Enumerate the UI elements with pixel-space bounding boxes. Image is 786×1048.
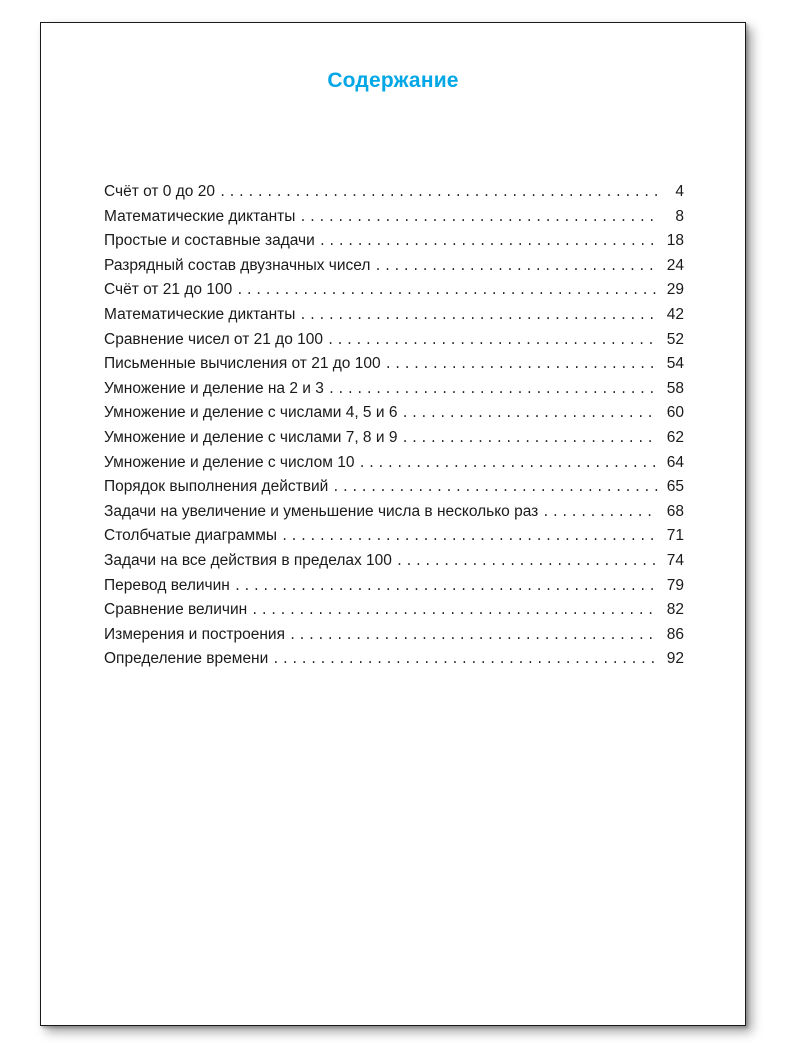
toc-entry[interactable] xyxy=(104,577,684,602)
toc-entry[interactable] xyxy=(104,257,684,282)
dot-leader xyxy=(272,652,658,666)
dot-leader xyxy=(374,259,658,273)
toc-entry-title: Умножение и деление с числами 7, 8 и 9 xyxy=(104,428,398,446)
toc-entry[interactable] xyxy=(104,331,684,356)
toc-entry-page: 82 xyxy=(666,601,684,619)
toc-entry-title: Умножение и деление с числами 4, 5 и 6 xyxy=(104,404,398,422)
toc-entry[interactable] xyxy=(104,429,684,454)
toc-entry-page: 8 xyxy=(675,207,684,225)
toc-entry[interactable] xyxy=(104,306,684,331)
toc-entry[interactable] xyxy=(104,355,684,380)
toc-entry-page: 29 xyxy=(666,281,684,299)
toc-entry-page: 71 xyxy=(666,527,684,545)
table-of-contents xyxy=(104,183,684,675)
toc-entry-title: Порядок выполнения действий xyxy=(104,478,329,496)
dot-leader xyxy=(401,431,658,445)
dot-leader xyxy=(396,554,658,568)
dot-leader xyxy=(328,382,658,396)
toc-entry[interactable] xyxy=(104,650,684,675)
toc-entry-page: 42 xyxy=(666,305,684,323)
dot-leader xyxy=(327,333,658,347)
toc-entry-title: Перевод величин xyxy=(104,576,230,594)
toc-entry-page: 74 xyxy=(666,551,684,569)
toc-entry-page: 79 xyxy=(666,576,684,594)
toc-entry[interactable] xyxy=(104,183,684,208)
dot-leader xyxy=(219,185,658,199)
toc-entry-title: Задачи на все действия в пределах 100 xyxy=(104,551,392,569)
toc-entry-title: Умножение и деление с числом 10 xyxy=(104,453,355,471)
page-title: Содержание xyxy=(327,69,459,92)
dot-leader xyxy=(358,456,658,470)
dot-leader xyxy=(319,234,658,248)
toc-entry-title: Сравнение чисел от 21 до 100 xyxy=(104,330,323,348)
dot-leader xyxy=(281,529,658,543)
dot-leader xyxy=(332,480,658,494)
toc-entry[interactable] xyxy=(104,404,684,429)
toc-entry[interactable] xyxy=(104,380,684,405)
toc-entry-title: Разрядный состав двузначных чисел xyxy=(104,256,371,274)
toc-entry[interactable] xyxy=(104,503,684,528)
toc-entry[interactable] xyxy=(104,601,684,626)
toc-entry-page: 60 xyxy=(666,404,684,422)
dot-leader xyxy=(289,628,658,642)
toc-entry[interactable] xyxy=(104,552,684,577)
toc-entry-title: Письменные вычисления от 21 до 100 xyxy=(104,355,381,373)
toc-entry-title: Математические диктанты xyxy=(104,207,296,225)
toc-entry-title: Задачи на увеличение и уменьшение числа в несколько раз xyxy=(104,502,539,520)
toc-entry[interactable] xyxy=(104,208,684,233)
toc-entry-title: Простые и составные задачи xyxy=(104,232,315,250)
toc-entry-title: Умножение и деление на 2 и 3 xyxy=(104,379,324,397)
dot-leader xyxy=(251,603,658,617)
toc-entry[interactable] xyxy=(104,454,684,479)
toc-entry-page: 54 xyxy=(666,355,684,373)
toc-entry-title: Определение времени xyxy=(104,650,269,668)
document-page xyxy=(40,22,746,1026)
toc-entry-page: 52 xyxy=(666,330,684,348)
dot-leader xyxy=(385,357,658,371)
toc-entry-page: 4 xyxy=(675,183,684,200)
dot-leader xyxy=(401,406,658,420)
toc-entry-title: Математические диктанты xyxy=(104,305,296,323)
toc-entry-page: 18 xyxy=(666,232,684,250)
toc-entry-title: Счёт от 0 до 20 xyxy=(104,183,215,200)
toc-entry-page: 62 xyxy=(666,428,684,446)
toc-entry-page: 68 xyxy=(666,502,684,520)
toc-entry-page: 92 xyxy=(666,650,684,668)
toc-entry-title: Столбчатые диаграммы xyxy=(104,527,277,545)
toc-entry-page: 65 xyxy=(666,478,684,496)
dot-leader xyxy=(236,283,658,297)
toc-entry[interactable] xyxy=(104,478,684,503)
toc-entry[interactable] xyxy=(104,626,684,651)
dot-leader xyxy=(234,579,658,593)
toc-entry-page: 86 xyxy=(666,625,684,643)
toc-entry[interactable] xyxy=(104,527,684,552)
toc-entry-title: Сравнение величин xyxy=(104,601,248,619)
dot-leader xyxy=(299,308,658,322)
toc-entry-page: 64 xyxy=(666,453,684,471)
toc-entry-title: Счёт от 21 до 100 xyxy=(104,281,233,299)
toc-entry[interactable] xyxy=(104,232,684,257)
toc-entry-page: 58 xyxy=(666,379,684,397)
toc-entry[interactable] xyxy=(104,281,684,306)
toc-entry-page: 24 xyxy=(666,256,684,274)
dot-leader xyxy=(299,210,658,224)
toc-entry-title: Измерения и построения xyxy=(104,625,285,643)
dot-leader xyxy=(542,505,658,519)
